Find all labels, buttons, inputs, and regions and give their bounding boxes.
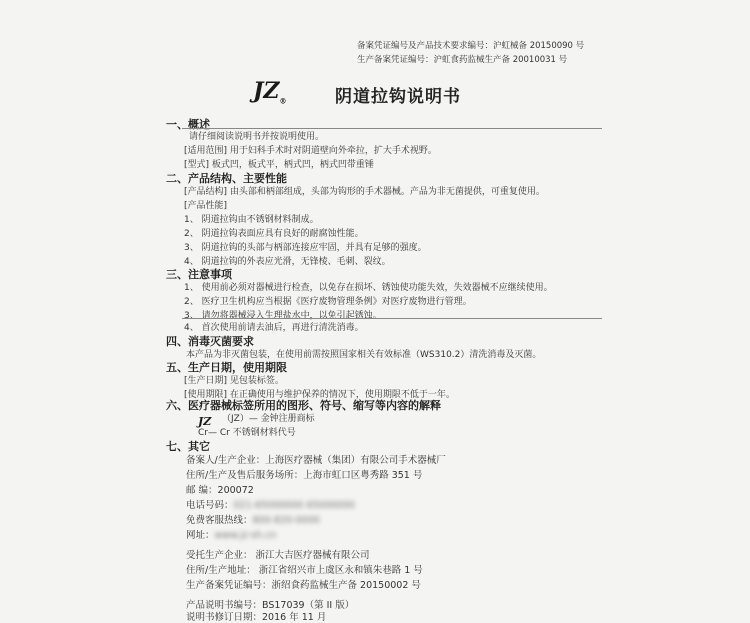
phone-row xyxy=(186,497,355,511)
section-3-heading: 三、注意事项 xyxy=(166,268,232,281)
section-1-heading: 一、概述 xyxy=(166,118,210,131)
section-2-line-6: 4、 阴道拉钩的外表应光滑，无锋棱、毛刺、裂纹。 xyxy=(184,257,391,267)
section-2-heading: 二、产品结构、主要性能 xyxy=(166,172,287,185)
hotline-row xyxy=(186,512,320,526)
production-filing-header: 生产备案凭证编号：沪虹食药监械生产备 20010031 号 xyxy=(357,55,568,65)
postcode-label: 邮 编： xyxy=(186,485,218,496)
filing-number-header: 备案凭证编号及产品技术要求编号：沪虹械备 20150090 号 xyxy=(357,41,585,51)
section-1-line-1: 请仔细阅读说明书并按说明使用。 xyxy=(189,132,325,142)
hotline-value-blurred: 800-820-0000 xyxy=(252,515,320,526)
section-3-line-4: 4、 首次使用前请去油后，再进行清洗消毒。 xyxy=(184,323,364,333)
section-6-heading: 六、医疗器械标签所用的图形、符号、缩写等内容的解释 xyxy=(166,399,441,412)
section-2-line-4: 2、 阴道拉钩表面应具有良好的耐腐蚀性能。 xyxy=(184,229,364,239)
phone-label: 电话号码： xyxy=(186,500,234,511)
website-label: 网址： xyxy=(186,530,215,541)
section-4-heading: 四、消毒灭菌要求 xyxy=(166,335,254,348)
section-3-line-1: 1、 使用前必须对器械进行检查，以免存在损坏、锈蚀使功能失效，失效器械不应继续使用。 xyxy=(184,283,553,293)
section-5-line-1: [生产日期] 见包装标签。 xyxy=(184,376,284,386)
section-3-line-3: 3、 请勿将器械浸入生理盐水中，以免引起锈蚀。 xyxy=(184,311,382,321)
jz-symbol-icon: JZ xyxy=(198,415,212,428)
document-title: 阴道拉钩说明书 xyxy=(335,87,461,107)
hotline-label: 免费客服热线： xyxy=(186,515,253,526)
filer-manufacturer: 备案人/生产企业：上海医疗器械（集团）有限公司手术器械厂 xyxy=(186,455,446,466)
section-1-line-3: [型式] 板式凹，板式平，柄式凹，柄式凹带重锤 xyxy=(184,160,374,170)
section-2-line-5: 3、 阴道拉钩的头部与柄部连接应牢固，并具有足够的强度。 xyxy=(184,243,427,253)
website-value-blurred: www.jz-sh.cn xyxy=(214,530,277,541)
section-1-line-2: [适用范围] 用于妇科手术时对阴道壁向外牵拉，扩大手术视野。 xyxy=(184,146,437,156)
postcode-row xyxy=(186,482,254,496)
section-6-line-1: （JZ）— 金钟注册商标 xyxy=(222,414,315,424)
section-5-heading: 五、生产日期，使用期限 xyxy=(166,361,287,374)
section-4-line-1: 本产品为非灭菌包装，在使用前需按照国家相关有效标准（WS310.2）清洗消毒及灭菌。 xyxy=(186,350,542,360)
section-2-line-3: 1、 阴道拉钩由不锈钢材料制成。 xyxy=(184,215,319,225)
section-3-line-2: 2、 医疗卫生机构应当根据《医疗废物管理条例》对医疗废物进行管理。 xyxy=(184,297,472,307)
contract-manufacturer: 受托生产企业： 浙江大吉医疗器械有限公司 xyxy=(186,550,370,561)
logo-mark: JZ xyxy=(253,78,280,104)
website-row xyxy=(186,527,276,541)
section-2-line-1: [产品结构] 由头部和柄部组成，头部为钩形的手术器械。产品为非无菌提供，可重复使用。 xyxy=(184,187,545,197)
phone-value-blurred: 021-65000000 65000000 xyxy=(233,500,355,511)
section-7-heading: 七、其它 xyxy=(166,440,210,453)
section-6-line-2: Cr— Cr 不锈钢材料代号 xyxy=(198,428,296,438)
manual-number: 产品说明书编号：BS17039（第 II 版） xyxy=(186,600,355,611)
section-2-line-2: [产品性能] xyxy=(184,201,228,211)
contract-address: 住所/生产地址： 浙江省绍兴市上虞区永和镇朱巷路 1 号 xyxy=(186,565,423,576)
revision-date: 说明书修订日期：2016 年 11 月 xyxy=(186,612,327,623)
contract-filing-number: 生产备案凭证编号：浙绍食药监械生产备 20150002 号 xyxy=(186,580,421,591)
address: 住所/生产及售后服务场所：上海市虹口区粤秀路 351 号 xyxy=(186,470,423,481)
section-5-line-2: [使用期限] 在正确使用与维护保养的情况下，使用期限不低于一年。 xyxy=(184,390,455,400)
registered-mark: ® xyxy=(279,96,287,106)
jz-logo xyxy=(253,78,286,105)
section-3-divider xyxy=(182,318,602,319)
postcode-value: 200072 xyxy=(217,485,254,496)
